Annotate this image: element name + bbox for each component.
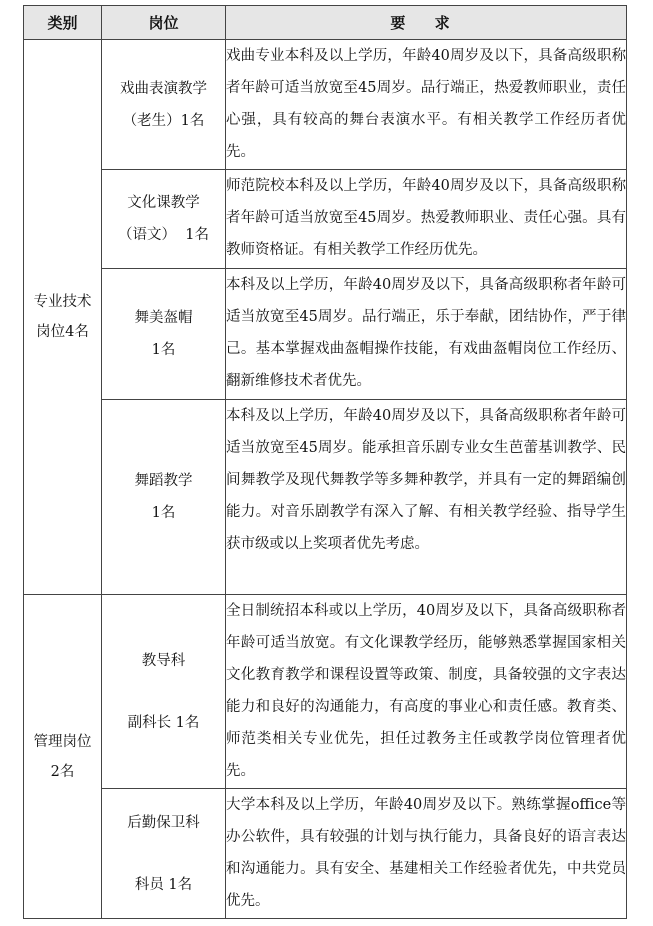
position-title: 舞美盔帽 — [134, 310, 193, 326]
requirement-cell: 师范院校本科及以上学历，年龄40周岁及以下，具备高级职称者年龄可适当放宽至45周岁。热爱教师职业、责任心强。具有教师资格证。有相关教学工作经历优先。 — [226, 170, 627, 269]
position-cell — [102, 269, 226, 400]
category-label: 专业技术 — [33, 294, 92, 310]
position-cell — [102, 789, 226, 919]
position-cell — [102, 170, 226, 269]
category-label: 岗位4名 — [36, 324, 89, 340]
table-row — [24, 269, 627, 400]
requirement-cell: 全日制统招本科或以上学历，40周岁及以下，具备高级职称者年龄可适当放宽。有文化课教学经历，能够熟悉掌握国家相关文化教育教学和课程设置等政策、制度，具备较强的文字表达能力和良好的沟通能力，有高度的事业心和责任感。教育类、师范类相关专业优先，担任过教务主任或教学岗位管理者优先。 — [226, 595, 627, 789]
table-row — [24, 595, 627, 789]
position-title: 后勤保卫科 — [127, 814, 200, 831]
position-cell — [102, 40, 226, 170]
position-count: 科员 1名 — [134, 876, 193, 893]
category-cell-management — [24, 595, 102, 919]
requirement-cell: 本科及以上学历，年龄40周岁及以下，具备高级职称者年龄可适当放宽至45周岁。能承担音乐剧专业女生芭蕾基训教学、民间舞教学及现代舞教学等多舞种教学，并具有一定的舞蹈编创能力。对音乐剧教学有深入了解、有相关教学经验、指导学生获市级或以上奖项者优先考虑。 — [226, 400, 627, 595]
table-row — [24, 400, 627, 595]
position-count: 1名 — [151, 342, 176, 358]
table-row — [24, 40, 627, 170]
position-title: 戏曲表演教学 — [120, 80, 207, 97]
category-label: 管理岗位 — [33, 733, 92, 750]
position-title: 舞蹈教学 — [134, 473, 193, 489]
header-position: 岗位 — [102, 6, 226, 40]
table-row — [24, 789, 627, 919]
category-cell-professional — [24, 40, 102, 595]
header-category: 类别 — [24, 6, 102, 40]
position-count: 副科长 1名 — [127, 714, 200, 731]
requirement-cell: 戏曲专业本科及以上学历，年龄40周岁及以下，具备高级职称者年龄可适当放宽至45周岁。品行端正，热爱教师职业，责任心强，具有较高的舞台表演水平。有相关教学工作经历者优先。 — [226, 40, 627, 170]
header-requirements: 要 求 — [226, 6, 627, 40]
category-label: 2名 — [50, 763, 75, 780]
position-cell — [102, 595, 226, 789]
position-count: 1名 — [151, 505, 176, 521]
recruitment-table — [23, 5, 627, 919]
requirement-cell: 大学本科及以上学历，年龄40周岁及以下。熟练掌握office等办公软件，具有较强的计划与执行能力，具备良好的语言表达和沟通能力。具有安全、基建相关工作经验者优先，中共党员优先。 — [226, 789, 627, 919]
position-count: （语文） 1名 — [118, 227, 209, 243]
table-row — [24, 170, 627, 269]
position-title: 教导科 — [141, 652, 186, 669]
position-count: （老生）1名 — [122, 112, 205, 129]
position-cell — [102, 400, 226, 595]
requirement-cell: 本科及以上学历，年龄40周岁及以下，具备高级职称者年龄可适当放宽至45周岁。品行端正，乐于奉献，团结协作，严于律己。基本掌握戏曲盔帽操作技能，有戏曲盔帽岗位工作经历、翻新维修技术者优先。 — [226, 269, 627, 400]
header-row — [24, 6, 627, 40]
position-title: 文化课教学 — [127, 195, 200, 211]
